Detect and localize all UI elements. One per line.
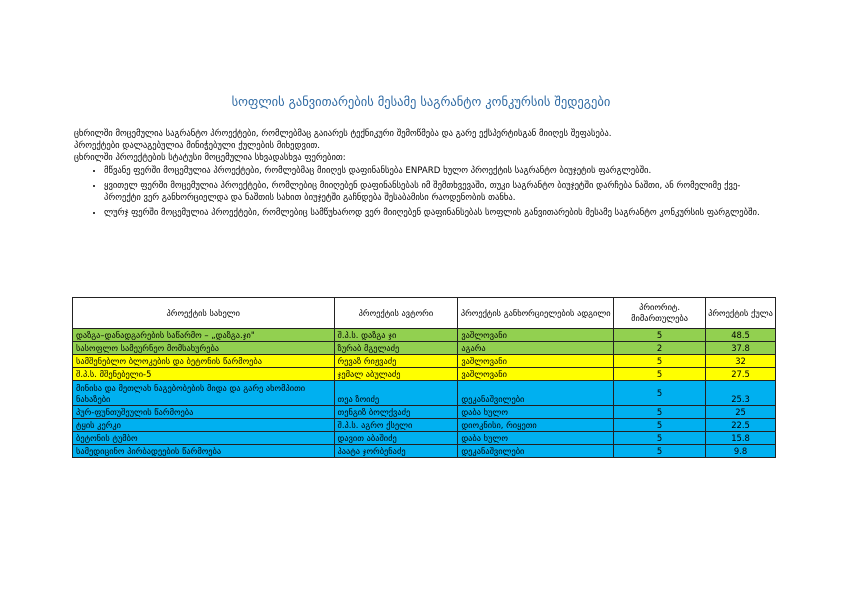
intro-line: ცხრილში მოცემულია საგრანტო პროექტები, რომლებმაც გაიარეს ტექნიკური შემოწმება და გარე ექსპერტისგან მიიღეს შეფასება. — [74, 129, 612, 139]
cell-project-author: თეა ზოიძე — [334, 381, 458, 406]
table-row — [73, 419, 776, 432]
cell-project-location: დაბა ხულო — [458, 406, 614, 419]
cell-project-location: დეკანაშვილები — [458, 445, 614, 458]
table-row — [73, 355, 776, 368]
cell-project-location: ვაშლოვანი — [458, 368, 614, 381]
cell-project-author: ჯემალ აბულაძე — [334, 368, 458, 381]
cell-project-name: შ.პ.ს. მშენებელი-5 — [73, 368, 335, 381]
cell-project-author: შ.პ.ს. აგრო ქსელი — [334, 419, 458, 432]
cell-project-author: დავით აბაშიძე — [334, 432, 458, 445]
cell-priority: 5 — [614, 355, 706, 368]
header-score: პროექტის ქულა — [706, 298, 776, 329]
cell-priority: 5 — [614, 368, 706, 381]
results-table — [72, 297, 776, 458]
cell-project-location: ვაშლოვანი — [458, 329, 614, 342]
cell-project-author: პაატა ჯორბენაძე — [334, 445, 458, 458]
cell-priority: 5 — [614, 445, 706, 458]
legend-blue-item: • ლურჯ ფერში მოცემულია პროექტები, რომლებიც სამწუხაროდ ვერ მიიღებენ დაფინანსებას სოფლის განვითარების მესამე საგრანტო კონკურსის ფარგლებში. — [104, 207, 774, 219]
intro-line: ცხრილში პროექტების სტატუსი მოცემულია სხვადასხვა ფერებით: — [74, 153, 346, 164]
status-legend-list — [74, 165, 774, 220]
page-title: სოფლის განვითარების მესამე საგრანტო კონკურსის შედეგები — [231, 94, 611, 109]
cell-priority: 5 — [614, 381, 706, 406]
cell-project-name: პურ-ფუნთუშეულის წარმოება — [73, 406, 335, 419]
table-row — [73, 432, 776, 445]
cell-score: 48.5 — [706, 329, 776, 342]
table-row — [73, 381, 776, 406]
legend-green-item: • მწვანე ფერში მოცემულია პროექტები, რომლებმაც მიიღეს დაფინანსება ENPARD ხულო პროექტის საგრანტო ბიუჯეტის ფარგლებში. — [104, 165, 774, 177]
cell-project-location: დეკანაშვილები — [458, 381, 614, 406]
cell-priority: 5 — [614, 329, 706, 342]
cell-priority: 5 — [614, 432, 706, 445]
header-project-name: პროექტის სახელი — [73, 298, 335, 329]
cell-project-name: ბეტონის ტუმბო — [73, 432, 335, 445]
table-header-row — [73, 298, 776, 329]
cell-score: 25 — [706, 406, 776, 419]
cell-project-name: სამედიცინო პირბადეების წარმოება — [73, 445, 335, 458]
table-row — [73, 406, 776, 419]
cell-project-author: თენგიზ ბოლქვაძე — [334, 406, 458, 419]
table-row — [73, 329, 776, 342]
header-priority: პრიორიტ. მიმართულება — [614, 298, 706, 329]
cell-project-location: აგარა — [458, 342, 614, 355]
cell-project-location: დიოკნისი, რიყეთი — [458, 419, 614, 432]
cell-score: 32 — [706, 355, 776, 368]
cell-project-location: დაბა ხულო — [458, 432, 614, 445]
legend-yellow-item: • ყვითელ ფერში მოცემულია პროექტები, რომლებიც მიიღებენ დაფინანსებას იმ შემთხვევაში, თუკი საგრანტო ბიუჯეტში დარჩება ნაშთი, ან რომელიმე ქვე-პროექტი ვერ განხორციელდა და ნაშთის სახით ბიუჯეტში გაჩნდება შესაბამისი რაოდენობის თანხა. — [104, 180, 774, 204]
cell-project-location: ვაშლოვანი — [458, 355, 614, 368]
cell-score: 25.3 — [706, 381, 776, 406]
cell-project-author: შ.პ.ს. დაზგა ჯი — [334, 329, 458, 342]
cell-score: 22.5 — [706, 419, 776, 432]
header-project-author: პროექტის ავტორი — [334, 298, 458, 329]
cell-score: 15.8 — [706, 432, 776, 445]
cell-priority: 2 — [614, 342, 706, 355]
header-project-location: პროექტის განხორციელების ადგილი — [458, 298, 614, 329]
cell-score: 27.5 — [706, 368, 776, 381]
cell-project-author: ზურაბ მგელაძე — [334, 342, 458, 355]
cell-project-name: სასოფლო სამეურნეო მომსახურება — [73, 342, 335, 355]
cell-project-author: რევაზ რიჟვაძე — [334, 355, 458, 368]
cell-project-name: მინისა და მეთლახ ნაგებობების მიდა და გარე ახომპითი ნახაზები — [73, 381, 335, 406]
table-row — [73, 342, 776, 355]
table-row — [73, 445, 776, 458]
intro-line: პროექტები დალაგებულია მინიჭებული ქულების მიხედვით. — [74, 141, 321, 152]
cell-project-name: ტყის კერკი — [73, 419, 335, 432]
cell-project-name: დაზგა–დანადგარების საწარმო – „დაზგა.ჯი" — [73, 329, 335, 342]
cell-score: 9.8 — [706, 445, 776, 458]
table-row — [73, 368, 776, 381]
cell-priority: 5 — [614, 406, 706, 419]
intro-text — [74, 128, 774, 222]
cell-score: 37.8 — [706, 342, 776, 355]
cell-priority: 5 — [614, 419, 706, 432]
cell-project-name: სამშენებლო ბლოკების და ბეტონის წარმოება — [73, 355, 335, 368]
